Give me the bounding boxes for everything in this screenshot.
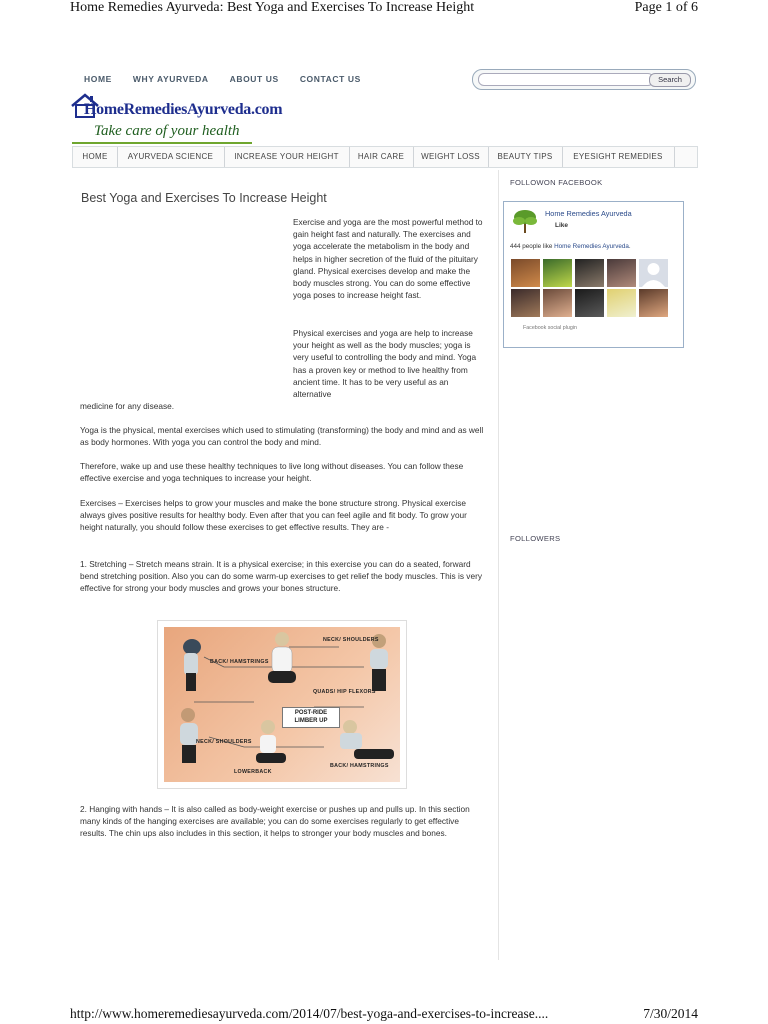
category-home[interactable]: HOME — [73, 147, 118, 167]
stretching-figures — [164, 627, 400, 782]
top-nav — [84, 74, 382, 84]
print-footer — [70, 1006, 698, 1024]
category-beauty-tips[interactable]: BEAUTY TIPS — [488, 147, 563, 167]
fan-avatar[interactable] — [639, 259, 668, 287]
category-ayurveda-science[interactable]: AYURVEDA SCIENCE — [117, 147, 225, 167]
label-back-hamstrings: BACK/ HAMSTRINGS — [210, 659, 269, 665]
post-paragraph: 1. Stretching – Stretch means strain. It is a physical exercise; in this exercise you can do a seated, forward bend stretching position. Also you can do some warm-up exercises to get relief the body muscles. This is very effective for strong your body muscles and grows your bones structure. — [80, 559, 482, 594]
fan-avatar[interactable] — [543, 259, 572, 287]
facebook-heading: FOLLOWON FACEBOOK — [510, 178, 603, 187]
label-neck-shoulders-left: NECK/ SHOULDERS — [196, 739, 252, 745]
post-paragraph: Therefore, wake up and use these healthy techniques to live long without diseases. You can follow these effective exercise and yoga techniques to increase your height. — [80, 461, 464, 484]
label-lowerback: LOWERBACK — [234, 769, 272, 775]
print-date: 7/30/2014 — [643, 1006, 698, 1021]
topnav-why-ayurveda[interactable]: WHY AYURVEDA — [132, 74, 209, 84]
fan-avatar[interactable] — [639, 289, 668, 317]
print-url[interactable]: http://www.homeremediesayurveda.com/2014/07/best-yoga-and-exercises-to-increase.... — [70, 1006, 549, 1021]
topnav-home[interactable]: HOME — [84, 74, 112, 84]
fan-avatar[interactable] — [511, 289, 540, 317]
print-page-number: Page 1 of 6 — [634, 0, 698, 15]
post-paragraph: Yoga is the physical, mental exercises which used to stimulating (transforming) the body and mind and as well as body hormones. With yoga you can control the body and mind. — [80, 425, 484, 448]
fb-count-prefix: 444 people like — [510, 243, 555, 250]
sidebar-divider — [498, 170, 499, 960]
facebook-like-box — [503, 201, 684, 348]
fb-count-link[interactable]: Home Remedies Ayurveda — [554, 243, 629, 250]
label-neck-shoulders: NECK/ SHOULDERS — [323, 637, 379, 643]
fb-plugin-note: Facebook social plugin — [523, 325, 577, 331]
post-paragraph: Physical exercises and yoga are help to increase your height as well as the body muscles; yoga is very useful to controlling the body and mind. Yoga has a proven key or method to live healthy from ancient time. It has to be very useful as an alternative — [293, 328, 477, 400]
fan-avatar[interactable] — [575, 289, 604, 317]
default-avatar-icon — [639, 259, 668, 287]
post-paragraph: Exercises – Exercises helps to grow your muscles and make the bone structure strong. Physical exercise always gives positive results for healthy body. Even after that you can feel agile and fit body. To grow your height naturally, you should follow these exercises to get effective results. They are - — [80, 498, 467, 533]
fb-page-name[interactable]: Home Remedies Ayurveda — [545, 209, 632, 218]
logo-name: HomeRemediesAyurveda.com — [84, 101, 283, 118]
category-weight-loss[interactable]: WEIGHT LOSS — [413, 147, 489, 167]
print-title: Home Remedies Ayurveda: Best Yoga and Exercises To Increase Height — [70, 0, 475, 15]
fan-avatar[interactable] — [511, 259, 540, 287]
category-hair-care[interactable]: HAIR CARE — [349, 147, 414, 167]
label-back-hamstrings-bottom: BACK/ HAMSTRINGS — [330, 763, 389, 769]
illustration-background — [164, 627, 400, 782]
print-header — [70, 0, 698, 20]
search-box — [472, 69, 696, 90]
followers-heading: FOLLOWERS — [510, 534, 561, 543]
fan-avatar[interactable] — [607, 259, 636, 287]
fb-count-suffix: . — [628, 243, 631, 250]
post-paragraph: medicine for any disease. — [80, 401, 175, 411]
category-eyesight-remedies[interactable]: EYESIGHT REMEDIES — [562, 147, 675, 167]
search-button[interactable]: Search — [649, 73, 691, 87]
post-ride-badge: POST-RIDE LIMBER UP — [282, 707, 340, 728]
topnav-about-us[interactable]: ABOUT US — [229, 74, 279, 84]
post-title[interactable]: Best Yoga and Exercises To Increase Height — [81, 191, 327, 205]
topnav-contact-us[interactable]: CONTACT US — [299, 74, 361, 84]
fan-avatar[interactable] — [607, 289, 636, 317]
stretching-illustration — [157, 620, 407, 789]
fb-like-button[interactable]: Like — [555, 222, 569, 229]
label-quads-hip-flexors: QUADS/ HIP FLEXORS — [313, 689, 376, 695]
logo-underline — [72, 142, 252, 144]
site-logo[interactable] — [70, 92, 283, 144]
page-logo-icon — [510, 207, 540, 235]
category-nav — [72, 146, 698, 168]
post-paragraph: 2. Hanging with hands – It is also called as body-weight exercise or pushes up and pulls up. In this section many kinds of the hanging exercises are available; you can do some exercises regularly to get effective results. The chin ups also includes in this section, it helps to stronger your body muscles and bones. — [80, 804, 470, 839]
category-increase-height[interactable]: INCREASE YOUR HEIGHT — [224, 147, 350, 167]
logo-tagline: Take care of your health — [94, 123, 240, 139]
fan-avatar[interactable] — [543, 289, 572, 317]
post-paragraph: Exercise and yoga are the most powerful method to gain height fast and naturally. The exercises and yoga accelerate the metabolism in the body and helps in higher secretion of the fluid of the pituitary gland. Physical exercises develop and make the body muscles strong. You can do some effective yoga poses to increase height fast. — [293, 217, 483, 301]
fb-like-count — [510, 243, 631, 250]
search-input[interactable] — [478, 73, 654, 86]
fan-avatar[interactable] — [575, 259, 604, 287]
